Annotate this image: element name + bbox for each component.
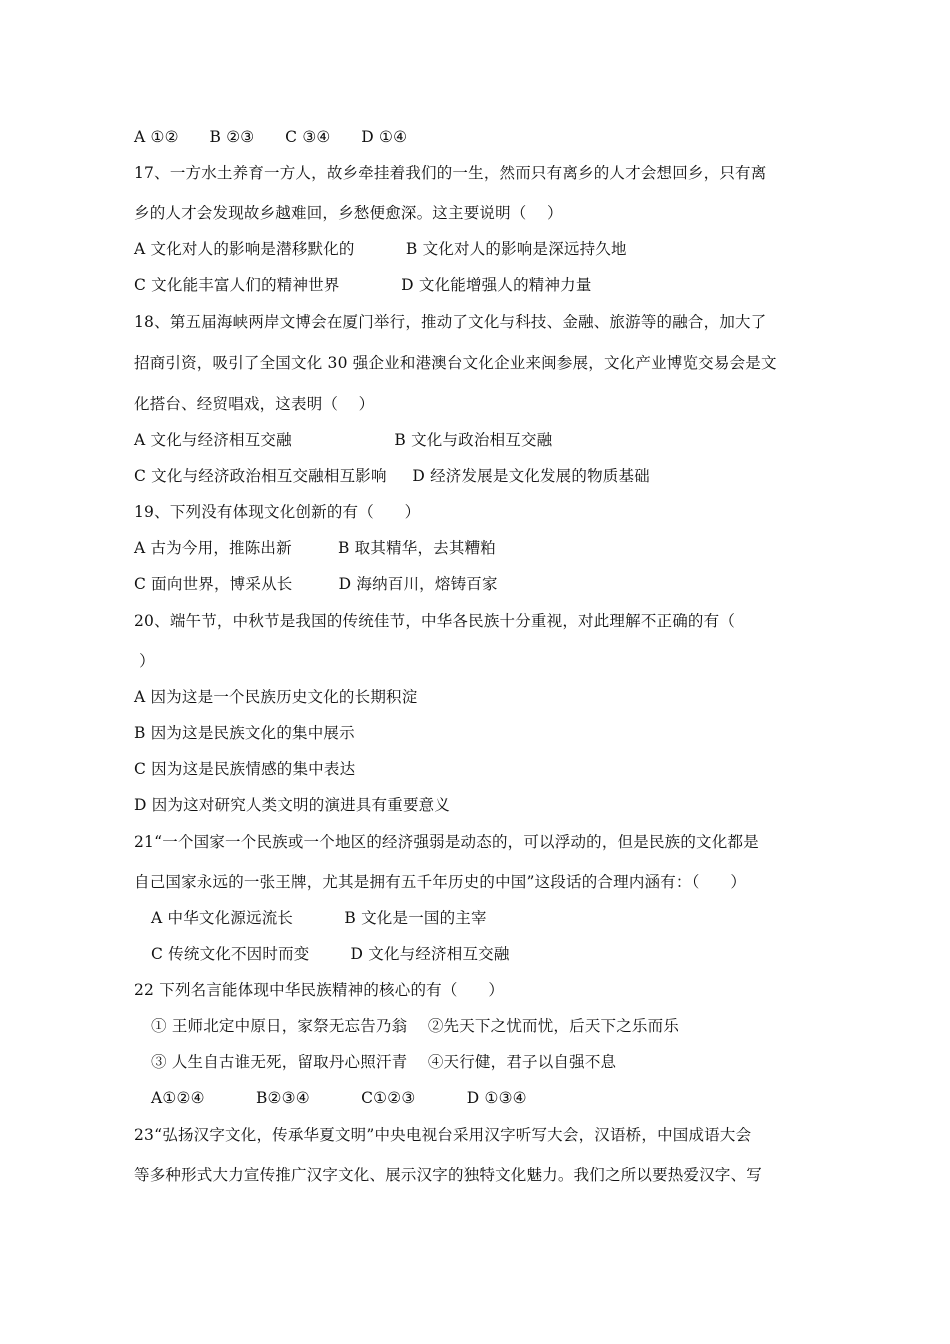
q17-options-ab: A 文化对人的影响是潜移默化的 B 文化对人的影响是深远持久地 (134, 240, 627, 258)
q17-stem-line-2: 乡的人才会发现故乡越难回，乡愁便愈深。这主要说明（ ） (134, 204, 563, 222)
q20-option-d: D 因为这对研究人类文明的演进具有重要意义 (134, 796, 451, 814)
q16-options: A ①② B ②③ C ③④ D ①④ (134, 128, 408, 146)
q23-stem-line-2: 等多种形式大力宣传推广汉字文化、展示汉字的独特文化魅力。我们之所以要热爱汉字、写 (134, 1166, 763, 1184)
q21-options-ab: A 中华文化源远流长 B 文化是一国的主宰 (151, 909, 487, 927)
q17-stem-line-1: 17、一方水土养育一方人，故乡牵挂着我们的一生，然而只有离乡的人才会想回乡，只有离 (134, 164, 767, 182)
q20-option-c: C 因为这是民族情感的集中表达 (134, 760, 356, 778)
q22-quotes-1-2: ① 王师北定中原日，家祭无忘告乃翁 ②先天下之忧而忧，后天下之乐而乐 (151, 1017, 680, 1035)
q23-stem-line-1: 23“弘扬汉字文化，传承华夏文明”中央电视台采用汉字听写大会，汉语桥，中国成语大会 (134, 1126, 752, 1144)
q21-stem-line-1: 21“一个国家一个民族或一个地区的经济强弱是动态的，可以浮动的，但是民族的文化都是 (134, 833, 759, 851)
q18-options-ab: A 文化与经济相互交融 B 文化与政治相互交融 (134, 431, 553, 449)
q19-stem: 19、下列没有体现文化创新的有（ ） (134, 503, 421, 521)
q20-stem-line-1: 20、端午节，中秋节是我国的传统佳节，中华各民族十分重视，对此理解不正确的有（ (134, 612, 736, 630)
q17-options-cd: C 文化能丰富人们的精神世界 D 文化能增强人的精神力量 (134, 276, 592, 294)
q20-option-a: A 因为这是一个民族历史文化的长期积淀 (134, 688, 418, 706)
q20-option-b: B 因为这是民族文化的集中展示 (134, 724, 355, 742)
q20-stem-line-2: ） (134, 652, 155, 670)
q21-options-cd: C 传统文化不因时而变 D 文化与经济相互交融 (151, 945, 510, 963)
q22-quotes-3-4: ③ 人生自古谁无死，留取丹心照汗青 ④天行健，君子以自强不息 (151, 1053, 617, 1071)
q19-options-cd: C 面向世界，博采从长 D 海纳百川，熔铸百家 (134, 575, 498, 593)
q19-options-ab: A 古为今用，推陈出新 B 取其精华，去其糟粕 (134, 539, 496, 557)
q18-stem-line-2: 招商引资，吸引了全国文化 30 强企业和港澳台文化企业来闽参展，文化产业博览交易会是文 (134, 354, 777, 372)
q18-options-cd: C 文化与经济政治相互交融相互影响 D 经济发展是文化发展的物质基础 (134, 467, 650, 485)
q21-stem-line-2: 自己国家永远的一张王牌，尤其是拥有五千年历史的中国”这段话的合理内涵有：（ ） (134, 873, 747, 891)
q22-options: A①②④ B②③④ C①②③ D ①③④ (151, 1089, 527, 1107)
q18-stem-line-1: 18、第五届海峡两岸文博会在厦门举行，推动了文化与科技、金融、旅游等的融合，加大了 (134, 313, 767, 331)
q22-stem: 22 下列名言能体现中华民族精神的核心的有（ ） (134, 981, 505, 999)
q18-stem-line-3: 化搭台、经贸唱戏，这表明（ ） (134, 395, 375, 413)
